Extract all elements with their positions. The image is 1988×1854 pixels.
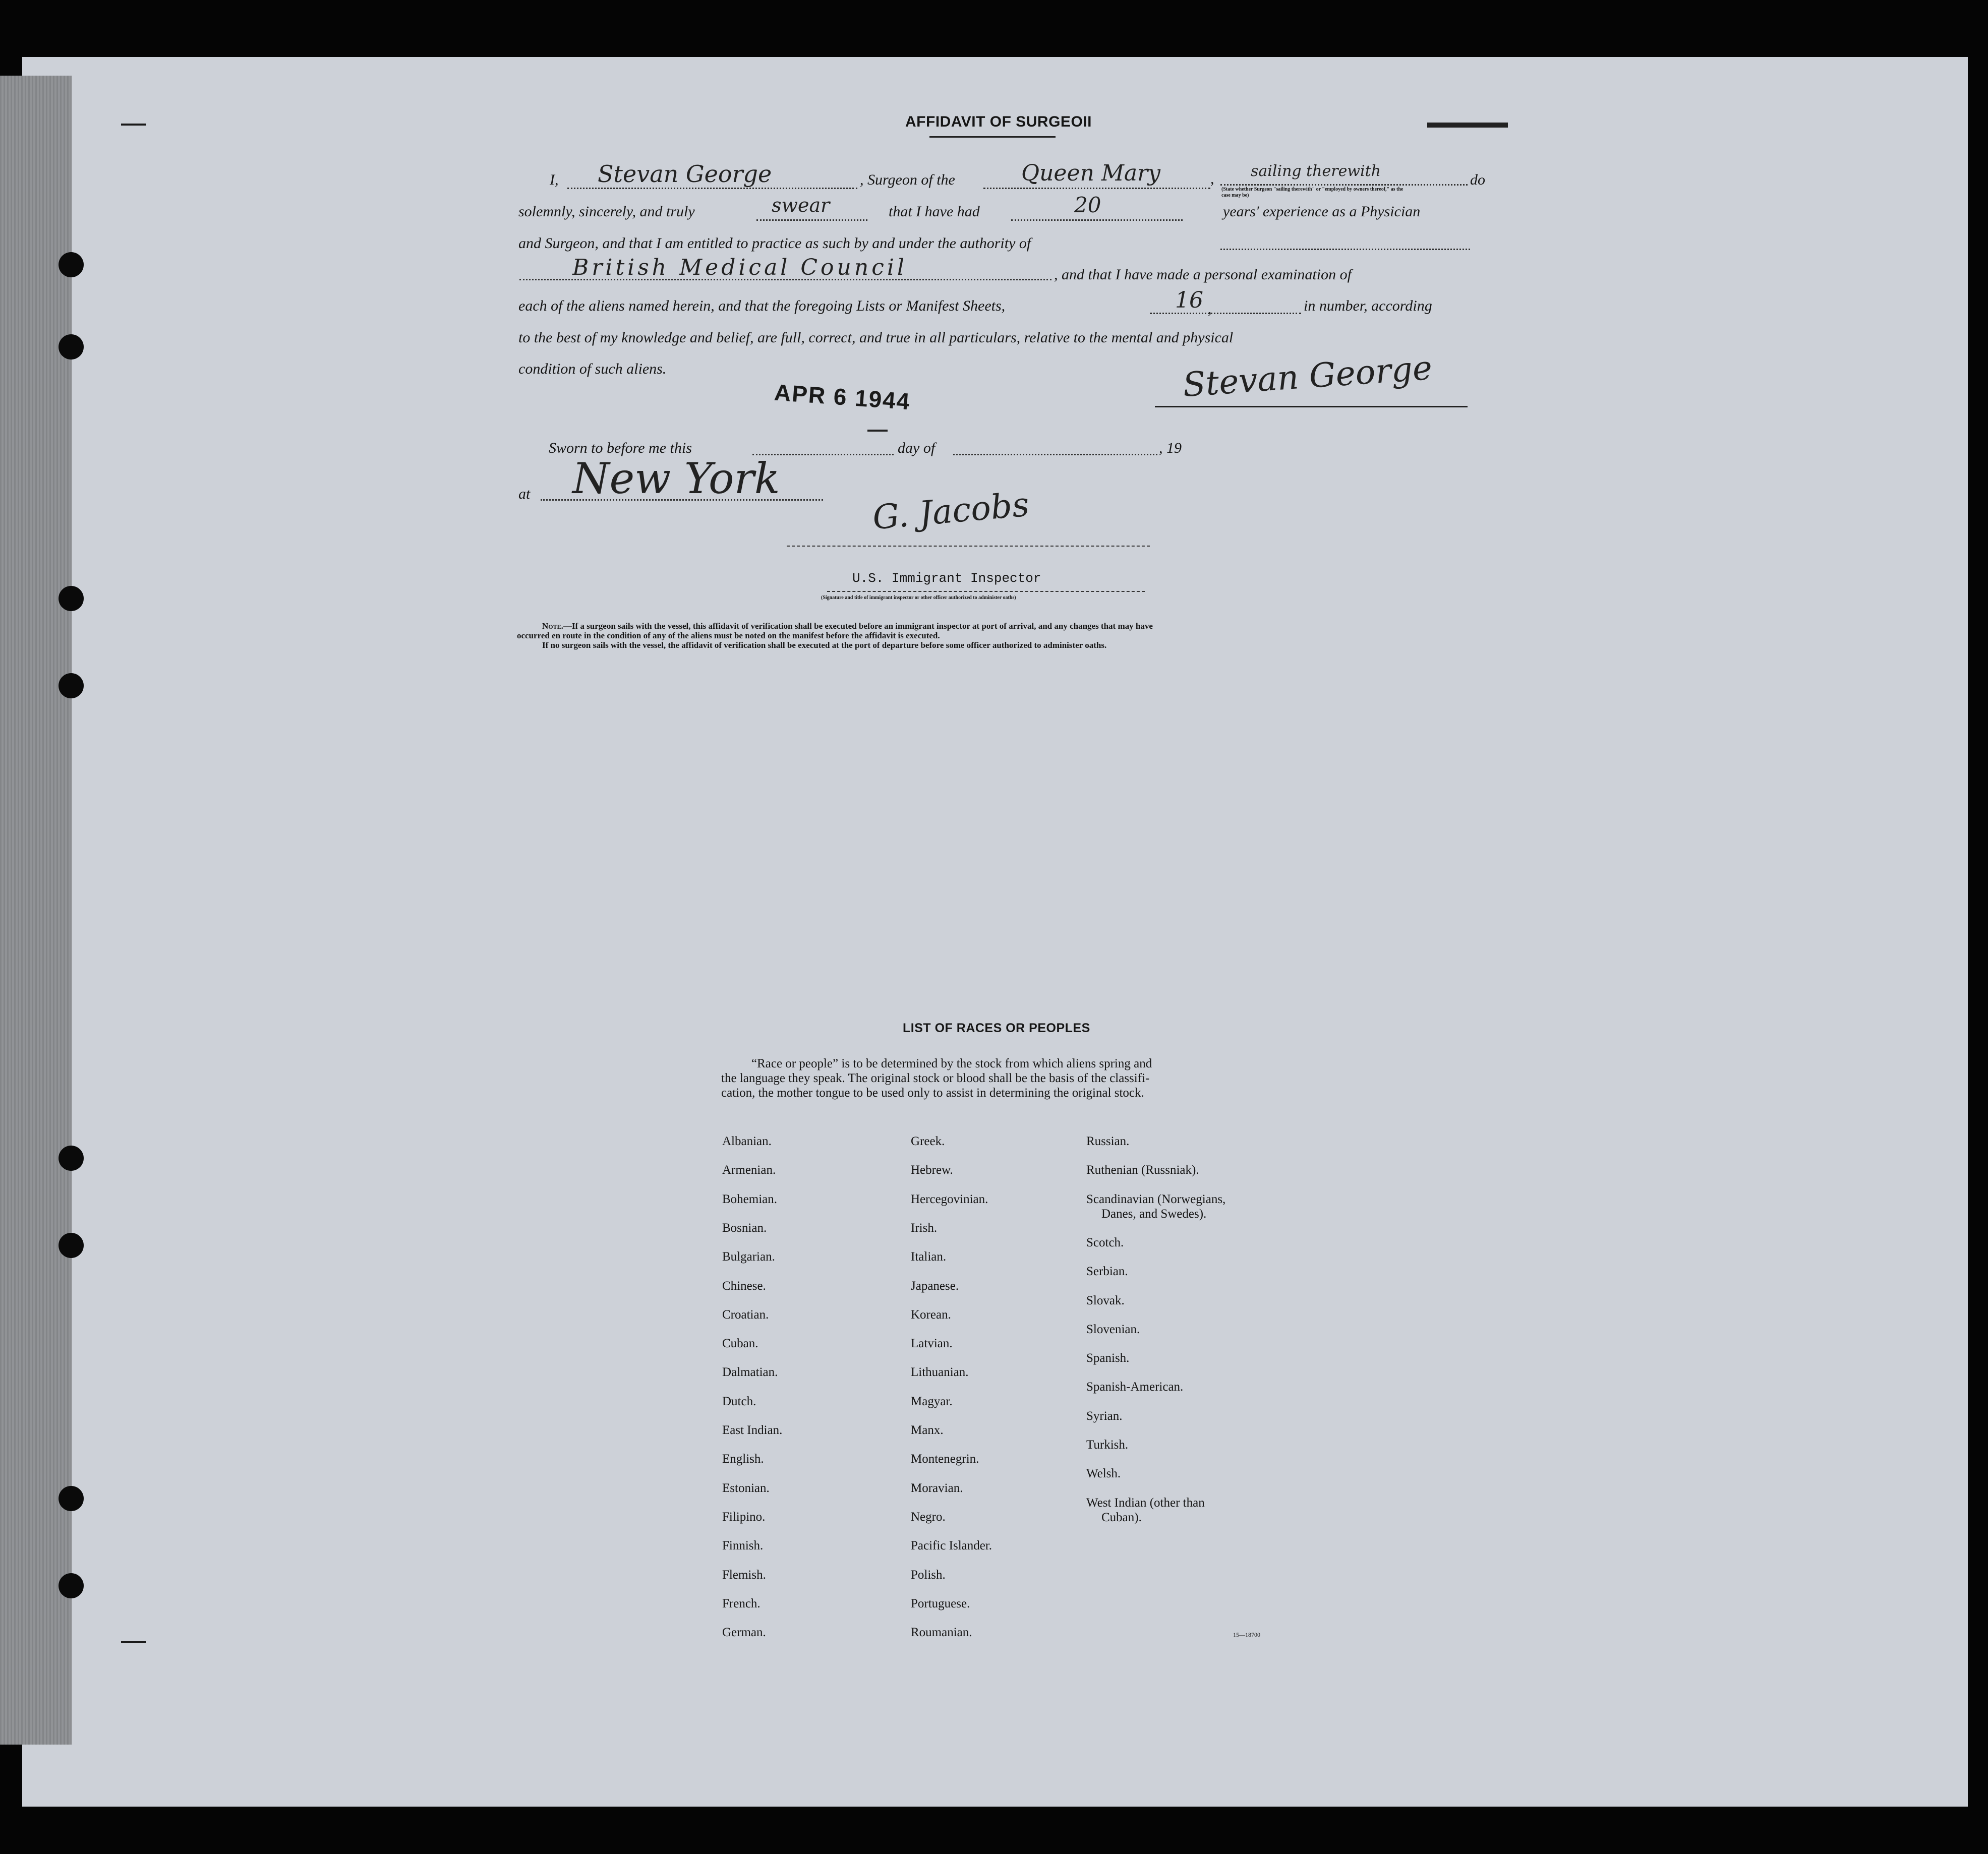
- years-handwritten: 20: [1074, 193, 1101, 217]
- sworn-text: Sworn to before me this: [549, 440, 692, 456]
- races-intro-line-3: cation, the mother tongue to be used only to assist in determining the original stock.: [721, 1086, 1144, 1100]
- authority-line-end: [1220, 249, 1470, 250]
- do-label: do: [1470, 171, 1485, 188]
- years-experience-label: years' experience as a Physician: [1223, 203, 1421, 220]
- solemnly-text: solemnly, sincerely, and truly: [518, 203, 695, 220]
- note-label: Note.: [542, 621, 563, 631]
- race-item: German.: [722, 1626, 766, 1640]
- race-item: East Indian.: [722, 1423, 783, 1437]
- date-stamp: APR 6 1944: [773, 379, 912, 415]
- inspector-signature: G. Jacobs: [871, 485, 1031, 537]
- note-line-3: If no surgeon sails with the vessel, the affidavit of verification shall be executed at the port of departure before some officer authorized to administer oaths.: [542, 640, 1107, 650]
- binding-hole: [59, 1573, 84, 1598]
- race-item: French.: [722, 1596, 761, 1610]
- race-item: Manx.: [911, 1423, 944, 1437]
- race-item: Greek.: [911, 1134, 945, 1148]
- inspector-caption: (Signature and title of immigrant inspector or other officer authorized to administer oaths): [821, 595, 1016, 601]
- race-item: English.: [722, 1452, 764, 1466]
- binding-hole: [59, 1233, 84, 1258]
- race-item: Lithuanian.: [911, 1365, 969, 1380]
- race-item: Japanese.: [911, 1279, 959, 1293]
- scan-mark: [121, 1641, 146, 1643]
- note-line-1: [542, 621, 1153, 631]
- race-item: Filipino.: [722, 1510, 766, 1524]
- affidavit-title: AFFIDAVIT OF SURGEOII: [905, 113, 1092, 130]
- race-item: Hebrew.: [911, 1163, 953, 1177]
- swear-handwritten: swear: [772, 194, 830, 216]
- race-item: Syrian.: [1086, 1409, 1123, 1423]
- comma: ,: [1210, 170, 1214, 187]
- race-item: Dalmatian.: [722, 1365, 778, 1380]
- race-item: Turkish.: [1086, 1438, 1129, 1452]
- race-item: Ruthenian (Russniak).: [1086, 1163, 1199, 1177]
- race-item: Chinese.: [722, 1279, 766, 1293]
- years-field: [1011, 219, 1183, 221]
- authority-handwritten: British Medical Council: [572, 255, 907, 280]
- swear-field: [756, 219, 867, 221]
- race-item: Irish.: [911, 1221, 938, 1235]
- knowledge-text: to the best of my knowledge and belief, are full, correct, and true in all particulars, relative to the mental and physical: [518, 329, 1234, 346]
- race-item: Welsh.: [1086, 1467, 1121, 1481]
- document-sheet: [22, 57, 1968, 1807]
- races-intro-line-1: “Race or people” is to be determined by the stock from which aliens spring and: [751, 1057, 1152, 1070]
- stamp-mark: [867, 430, 888, 432]
- condition-text: condition of such aliens.: [518, 361, 667, 377]
- examination-text: , and that I have made a personal examination of: [1054, 266, 1352, 283]
- capacity-handwritten: sailing therewith: [1251, 162, 1381, 180]
- race-item: Flemish.: [722, 1568, 766, 1582]
- race-item: Croatian.: [722, 1307, 769, 1322]
- race-item: Russian.: [1086, 1134, 1130, 1148]
- race-item: Korean.: [911, 1307, 951, 1322]
- surgeon-of-the-label: , Surgeon of the: [860, 171, 955, 188]
- race-item: Bohemian.: [722, 1192, 778, 1206]
- race-item: Roumanian.: [911, 1626, 972, 1640]
- race-item: Slovak.: [1086, 1293, 1125, 1307]
- note-line-2: occurred en route in the condition of any of the aliens must be noted on the manifest before the affidavit is executed.: [517, 631, 940, 640]
- race-item: Polish.: [911, 1568, 946, 1582]
- race-item: Cuban).: [1101, 1510, 1142, 1524]
- place-handwritten: New York: [572, 454, 780, 503]
- that-i-have-had-label: that I have had: [889, 203, 980, 220]
- race-item: West Indian (other than: [1086, 1496, 1205, 1510]
- race-item: Danes, and Swedes).: [1101, 1207, 1207, 1221]
- scan-mark: [121, 124, 146, 126]
- signature-line: [1155, 406, 1468, 407]
- race-item: Italian.: [911, 1250, 947, 1264]
- race-item: Bosnian.: [722, 1221, 767, 1235]
- race-item: Armenian.: [722, 1163, 776, 1177]
- sheets-handwritten: 16: [1175, 287, 1203, 313]
- surgeon-name-handwritten: Stevan George: [598, 160, 772, 188]
- binding-hole: [59, 673, 84, 698]
- race-item: Montenegrin.: [911, 1452, 979, 1466]
- race-item: Spanish.: [1086, 1351, 1130, 1365]
- race-item: Spanish-American.: [1086, 1380, 1184, 1394]
- race-item: Bulgarian.: [722, 1250, 775, 1264]
- race-item: Moravian.: [911, 1481, 963, 1495]
- race-item: Serbian.: [1086, 1265, 1128, 1279]
- races-intro-line-2: the language they speak. The original stock or blood shall be the basis of the classifi-: [721, 1071, 1150, 1085]
- race-item: Negro.: [911, 1510, 946, 1524]
- race-item: Slovenian.: [1086, 1322, 1140, 1336]
- inspector-signature-line: [787, 546, 1150, 547]
- inspector-title: U.S. Immigrant Inspector: [852, 571, 1041, 586]
- race-item: Portuguese.: [911, 1596, 970, 1610]
- surgeon-signature: Stevan George: [1181, 348, 1434, 405]
- race-item: Scotch.: [1086, 1235, 1124, 1249]
- race-item: Dutch.: [722, 1394, 756, 1408]
- inspector-title-line: [827, 591, 1145, 592]
- race-item: Magyar.: [911, 1394, 953, 1408]
- vessel-handwritten: Queen Mary: [1021, 160, 1160, 186]
- year-label: , 19: [1159, 440, 1182, 456]
- binding-hole: [59, 252, 84, 277]
- authority-text: and Surgeon, and that I am entitled to practice as such by and under the authority of: [518, 235, 1031, 252]
- in-number-label: in number, according: [1304, 297, 1432, 314]
- at-label: at: [518, 486, 531, 502]
- affidavit-i: I,: [550, 171, 559, 188]
- capacity-field: [1220, 184, 1468, 186]
- binding-hole: [59, 1486, 84, 1511]
- sworn-month-field: [953, 454, 1157, 455]
- foregoing-lists-text: each of the aliens named herein, and that the foregoing Lists or Manifest Sheets,: [518, 297, 1006, 314]
- note-text-1: —If a surgeon sails with the vessel, this affidavit of verification shall be executed before an immigrant inspector at port of arrival, and any changes that may have: [563, 621, 1153, 631]
- race-item: Scandinavian (Norwegians,: [1086, 1192, 1226, 1206]
- sheets-field: [1150, 313, 1301, 314]
- binding-hole: [59, 334, 84, 360]
- race-item: Finnish.: [722, 1539, 764, 1553]
- races-title: LIST OF RACES OR PEOPLES: [903, 1021, 1090, 1035]
- form-code: 15—18700: [1233, 1631, 1260, 1638]
- day-of-label: day of: [898, 440, 935, 456]
- title-rule: [929, 136, 1056, 138]
- comma: ,: [1208, 301, 1212, 317]
- redacted-code: [1427, 123, 1508, 128]
- race-item: Albanian.: [722, 1134, 772, 1148]
- race-item: Cuban.: [722, 1337, 758, 1351]
- capacity-instruction: (State whether Surgeon "sailing therewith" or "employed by owners thereof," as the case may be): [1221, 187, 1404, 198]
- binding-hole: [59, 1146, 84, 1171]
- binding-hole: [59, 586, 84, 611]
- race-item: Hercegovinian.: [911, 1192, 988, 1206]
- race-item: Pacific Islander.: [911, 1539, 992, 1553]
- race-item: Latvian.: [911, 1337, 953, 1351]
- race-item: Estonian.: [722, 1481, 770, 1495]
- vessel-field: [983, 188, 1210, 189]
- surgeon-name-field: [567, 188, 857, 189]
